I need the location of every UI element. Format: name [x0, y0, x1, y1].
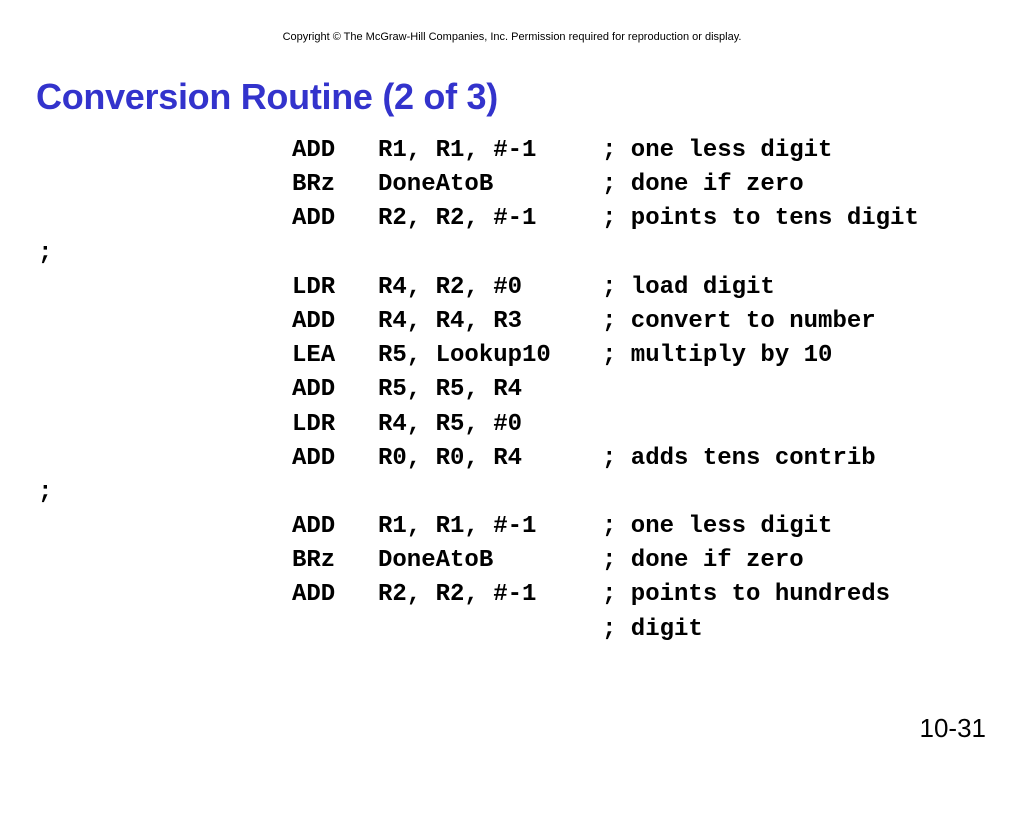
code-comment: ; one less digit — [602, 513, 833, 541]
code-line — [0, 202, 1024, 236]
code-operands: R0, R0, R4 — [378, 444, 523, 472]
code-opcode: ADD — [292, 205, 336, 233]
code-line — [0, 510, 1024, 544]
code-opcode: ADD — [292, 581, 336, 609]
code-comment: ; adds tens contrib — [602, 444, 876, 472]
code-listing — [0, 134, 1024, 647]
code-line — [0, 578, 1024, 612]
code-line — [0, 544, 1024, 578]
code-opcode: ADD — [292, 137, 336, 164]
code-operands: R4, R2, #0 — [378, 273, 523, 301]
code-opcode: ADD — [292, 513, 336, 541]
code-opcode: LDR — [292, 273, 336, 301]
code-operands: DoneAtoB — [378, 547, 494, 575]
code-comment: ; points to hundreds — [602, 581, 891, 609]
code-opcode: ADD — [292, 307, 336, 335]
code-operands: R1, R1, #-1 — [378, 137, 537, 164]
code-line — [0, 271, 1024, 305]
code-operands: R5, R5, R4 — [378, 376, 523, 404]
code-line — [0, 305, 1024, 339]
code-operands: R1, R1, #-1 — [378, 513, 537, 541]
code-comment: ; points to tens digit — [602, 205, 919, 233]
code-separator: ; — [38, 478, 53, 506]
code-operands: R4, R5, #0 — [378, 410, 523, 438]
code-opcode: ADD — [292, 376, 336, 404]
code-comment: ; done if zero — [602, 171, 804, 199]
code-line — [0, 442, 1024, 476]
copyright-notice: Copyright © The McGraw-Hill Companies, Inc. Permission required for reproduction or display. — [282, 31, 742, 43]
code-line — [0, 476, 1024, 510]
code-opcode: BRz — [292, 171, 336, 199]
code-comment: ; done if zero — [602, 547, 804, 575]
code-operands: R2, R2, #-1 — [378, 581, 537, 609]
code-opcode: BRz — [292, 547, 336, 575]
slide-title: Conversion Routine (2 of 3) — [36, 76, 498, 117]
code-line — [0, 339, 1024, 373]
slide-number: 10-31 — [919, 713, 986, 743]
code-operands: R2, R2, #-1 — [378, 205, 537, 233]
code-line — [0, 237, 1024, 271]
code-operands: R5, Lookup10 — [378, 342, 551, 370]
code-comment: ; convert to number — [602, 307, 876, 335]
code-line — [0, 373, 1024, 407]
code-opcode: LEA — [292, 342, 336, 370]
code-line — [0, 134, 1024, 168]
code-line — [0, 168, 1024, 202]
code-comment: ; multiply by 10 — [602, 342, 833, 370]
code-line — [0, 408, 1024, 442]
code-comment: ; digit — [602, 615, 703, 643]
code-opcode: LDR — [292, 410, 336, 438]
code-separator: ; — [38, 239, 53, 267]
code-line — [0, 613, 1024, 647]
code-comment: ; one less digit — [602, 137, 833, 164]
code-operands: DoneAtoB — [378, 171, 494, 199]
code-operands: R4, R4, R3 — [378, 307, 523, 335]
code-opcode: ADD — [292, 444, 336, 472]
code-comment: ; load digit — [602, 273, 775, 301]
